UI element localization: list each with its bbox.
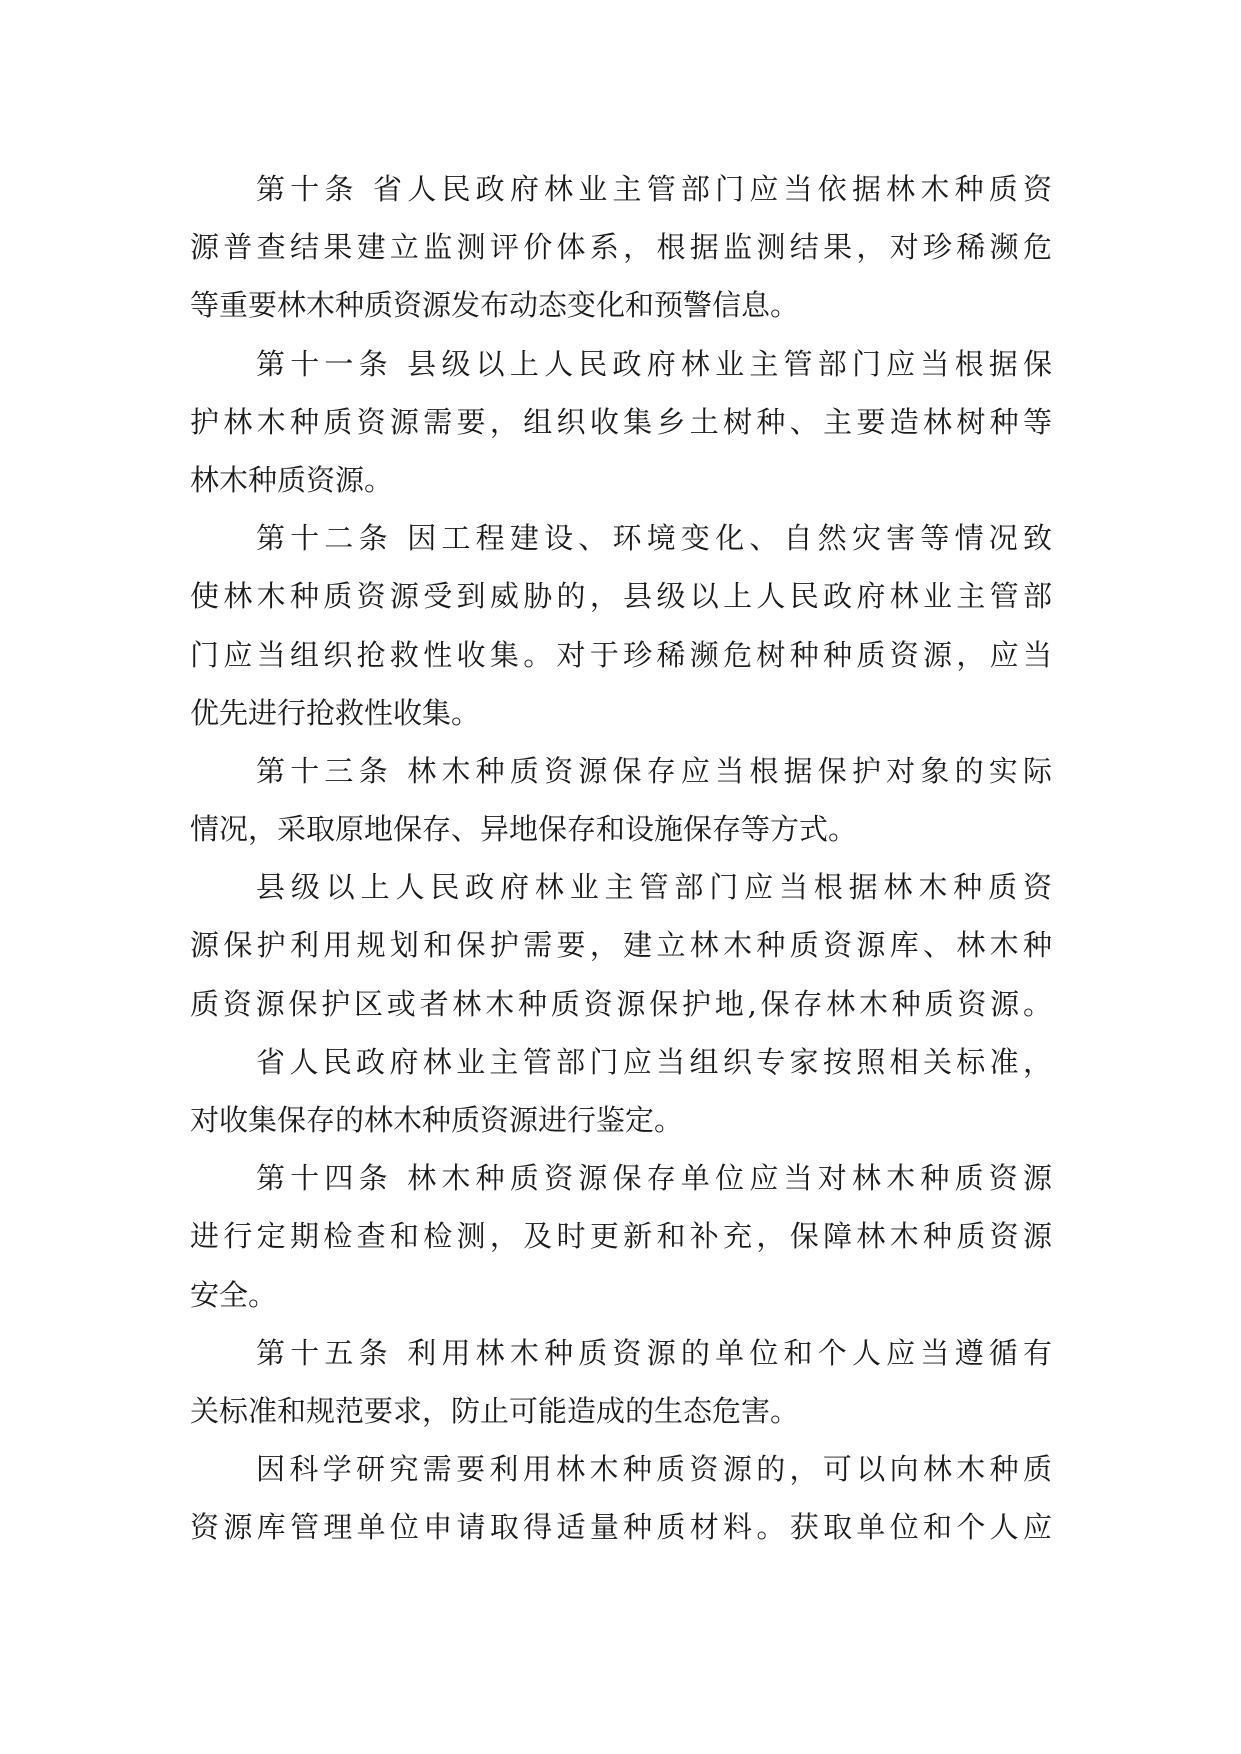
text-line: 门应当组织抢救性收集。对于珍稀濒危树种种质资源，应当 bbox=[190, 637, 1052, 672]
text-line: 第十三条 林木种质资源保存应当根据保护对象的实际 bbox=[256, 753, 1052, 788]
text-line: 因科学研究需要利用林木种质资源的，可以向林木种质 bbox=[256, 1452, 1052, 1487]
text-line: 进行定期检查和检测，及时更新和补充，保障林木种质资源 bbox=[190, 1219, 1052, 1254]
text-line: 第十四条 林木种质资源保存单位应当对林木种质资源 bbox=[256, 1161, 1052, 1196]
text-line: 关标准和规范要求，防止可能造成的生态危害。 bbox=[190, 1393, 800, 1428]
text-line: 等重要林木种质资源发布动态变化和预警信息。 bbox=[190, 288, 800, 323]
text-line: 安全。 bbox=[190, 1277, 278, 1312]
text-line: 第十条 省人民政府林业主管部门应当依据林木种质资 bbox=[256, 172, 1052, 206]
text-line: 护林木种质资源需要，组织收集乡土树种、主要造林树种等 bbox=[190, 404, 1052, 439]
text-line: 林木种质资源。 bbox=[190, 462, 394, 497]
text-line: 省人民政府林业主管部门应当组织专家按照相关标准， bbox=[256, 1044, 1052, 1079]
text-line: 资源库管理单位申请取得适量种质材料。获取单位和个人应 bbox=[190, 1510, 1052, 1545]
text-line: 情况，采取原地保存、异地保存和设施保存等方式。 bbox=[190, 812, 858, 847]
text-line: 源普查结果建立监测评价体系，根据监测结果，对珍稀濒危 bbox=[190, 230, 1052, 265]
text-line: 第十二条 因工程建设、环境变化、自然灾害等情况致 bbox=[256, 521, 1052, 556]
text-line: 源保护利用规划和保护需要，建立林木种质资源库、林木种 bbox=[190, 928, 1052, 963]
text-line: 县级以上人民政府林业主管部门应当根据林木种质资 bbox=[256, 870, 1052, 905]
text-line: 质资源保护区或者林木种质资源保护地,保存林木种质资源。 bbox=[190, 986, 1052, 1021]
text-line: 第十五条 利用林木种质资源的单位和个人应当遵循有 bbox=[256, 1335, 1052, 1370]
text-line: 第十一条 县级以上人民政府林业主管部门应当根据保 bbox=[256, 346, 1052, 381]
text-line: 使林木种质资源受到威胁的，县级以上人民政府林业主管部 bbox=[190, 579, 1052, 614]
document-body bbox=[190, 160, 1052, 1557]
text-line: 对收集保存的林木种质资源进行鉴定。 bbox=[190, 1103, 684, 1137]
text-line: 优先进行抢救性收集。 bbox=[190, 695, 481, 730]
